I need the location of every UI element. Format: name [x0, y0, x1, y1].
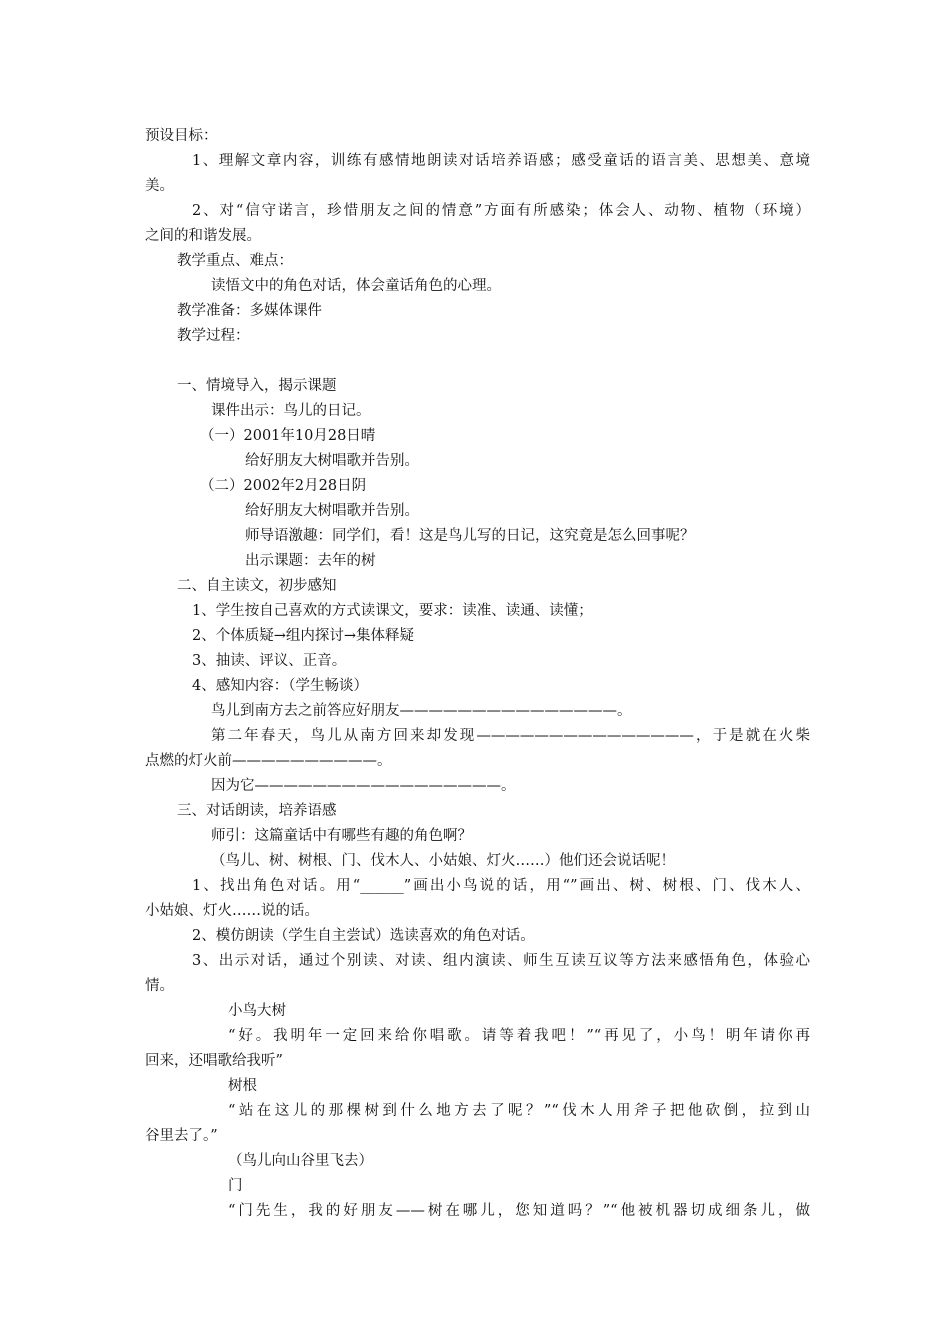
diary-entry-2-text: 给好朋友大树唱歌并告别。: [245, 503, 419, 519]
section-3-heading: 三、对话朗读，培养语感: [177, 803, 337, 819]
teacher-intro: 师导语激趣：同学们，看！这是鸟儿写的日记，这究竟是怎么回事呢？: [245, 528, 695, 544]
section-3-item-2: 2、模仿朗读（学生自主尝试）选读喜欢的角色对话。: [192, 928, 535, 944]
section-2-heading: 二、自主读文，初步感知: [177, 578, 337, 594]
section-2-item-4: 4、感知内容：（学生畅谈）: [192, 678, 368, 694]
section-3-item-1-line-1: 1、找出角色对话。用“______”画出小鸟说的话，用“”画出、树、树根、门、伐木人、: [192, 878, 810, 894]
section-2-item-1: 1、学生按自己喜欢的方式读课文，要求：读准、读通、读懂；: [192, 603, 593, 619]
dialogue-1-line-1: “好。我明年一定回来给你唱歌。请等着我吧！”“再见了，小鸟！明年请你再: [228, 1028, 810, 1044]
fill-blank-1: 鸟儿到南方去之前答应好朋友———————————————。: [211, 703, 632, 719]
goal-2-line-1: 2、对“信守诺言，珍惜朋友之间的情意”方面有所感染；体会人、动物、植物（环境）: [192, 203, 810, 219]
section-1-heading: 一、情境导入，揭示课题: [177, 378, 337, 394]
key-points-text: 读悟文中的角色对话，体会童话角色的心理。: [211, 278, 501, 294]
section-2-item-2: 2、个体质疑→组内探讨→集体释疑: [192, 628, 415, 644]
diary-entry-1-text: 给好朋友大树唱歌并告别。: [245, 453, 419, 469]
goal-2-line-2: 之间的和谐发展。: [145, 228, 261, 244]
teaching-preparation: 教学准备：多媒体课件: [177, 303, 322, 319]
courseware-display: 课件出示：鸟儿的日记。: [211, 403, 371, 419]
heading-key-points: 教学重点、难点：: [177, 253, 293, 269]
dialogue-label-root: 树根: [228, 1078, 257, 1094]
stage-direction: （鸟儿向山谷里飞去）: [228, 1153, 373, 1169]
teacher-prompt: 师引：这篇童话中有哪些有趣的角色啊？: [211, 828, 472, 844]
dialogue-1-line-2: 回来，还唱歌给我听”: [145, 1053, 283, 1069]
fill-blank-3: 因为它—————————————————。: [211, 778, 516, 794]
goal-1-line-1: 1、理解文章内容，训练有感情地朗读对话培养语感；感受童话的语言美、思想美、意境: [192, 153, 810, 169]
goal-1-line-2: 美。: [145, 178, 174, 194]
show-title: 出示课题：去年的树: [245, 553, 376, 569]
dialogue-2-line-1: “站在这儿的那棵树到什么地方去了呢？”“伐木人用斧子把他砍倒，拉到山: [228, 1103, 810, 1119]
section-3-item-3-line-2: 情。: [145, 978, 174, 994]
fill-blank-2-line-1: 第二年春天，鸟儿从南方回来却发现———————————————，于是就在火柴: [211, 728, 810, 744]
dialogue-2-line-2: 谷里去了。”: [145, 1128, 218, 1144]
section-3-item-1-line-2: 小姑娘、灯火……说的话。: [145, 903, 319, 919]
dialogue-label-door: 门: [228, 1178, 243, 1194]
heading-preset-goals: 预设目标：: [145, 128, 218, 144]
character-list: （鸟儿、树、树根、门、伐木人、小姑娘、灯火……）他们还会说话呢！: [211, 853, 675, 869]
section-3-item-3-line-1: 3、出示对话，通过个别读、对读、组内演读、师生互读互议等方法来感悟角色，体验心: [192, 953, 810, 969]
diary-entry-2-date: （二）2002年2月28日阴: [200, 478, 367, 494]
dialogue-label-bird-tree: 小鸟大树: [228, 1003, 286, 1019]
diary-entry-1-date: （一）2001年10月28日晴: [200, 428, 376, 444]
fill-blank-2-line-2: 点燃的灯火前——————————。: [145, 753, 392, 769]
section-2-item-3: 3、抽读、评议、正音。: [192, 653, 347, 669]
dialogue-3-line-1: “门先生，我的好朋友——树在哪儿，您知道吗？”“他被机器切成细条儿，做: [228, 1203, 810, 1219]
heading-teaching-process: 教学过程：: [177, 328, 250, 344]
